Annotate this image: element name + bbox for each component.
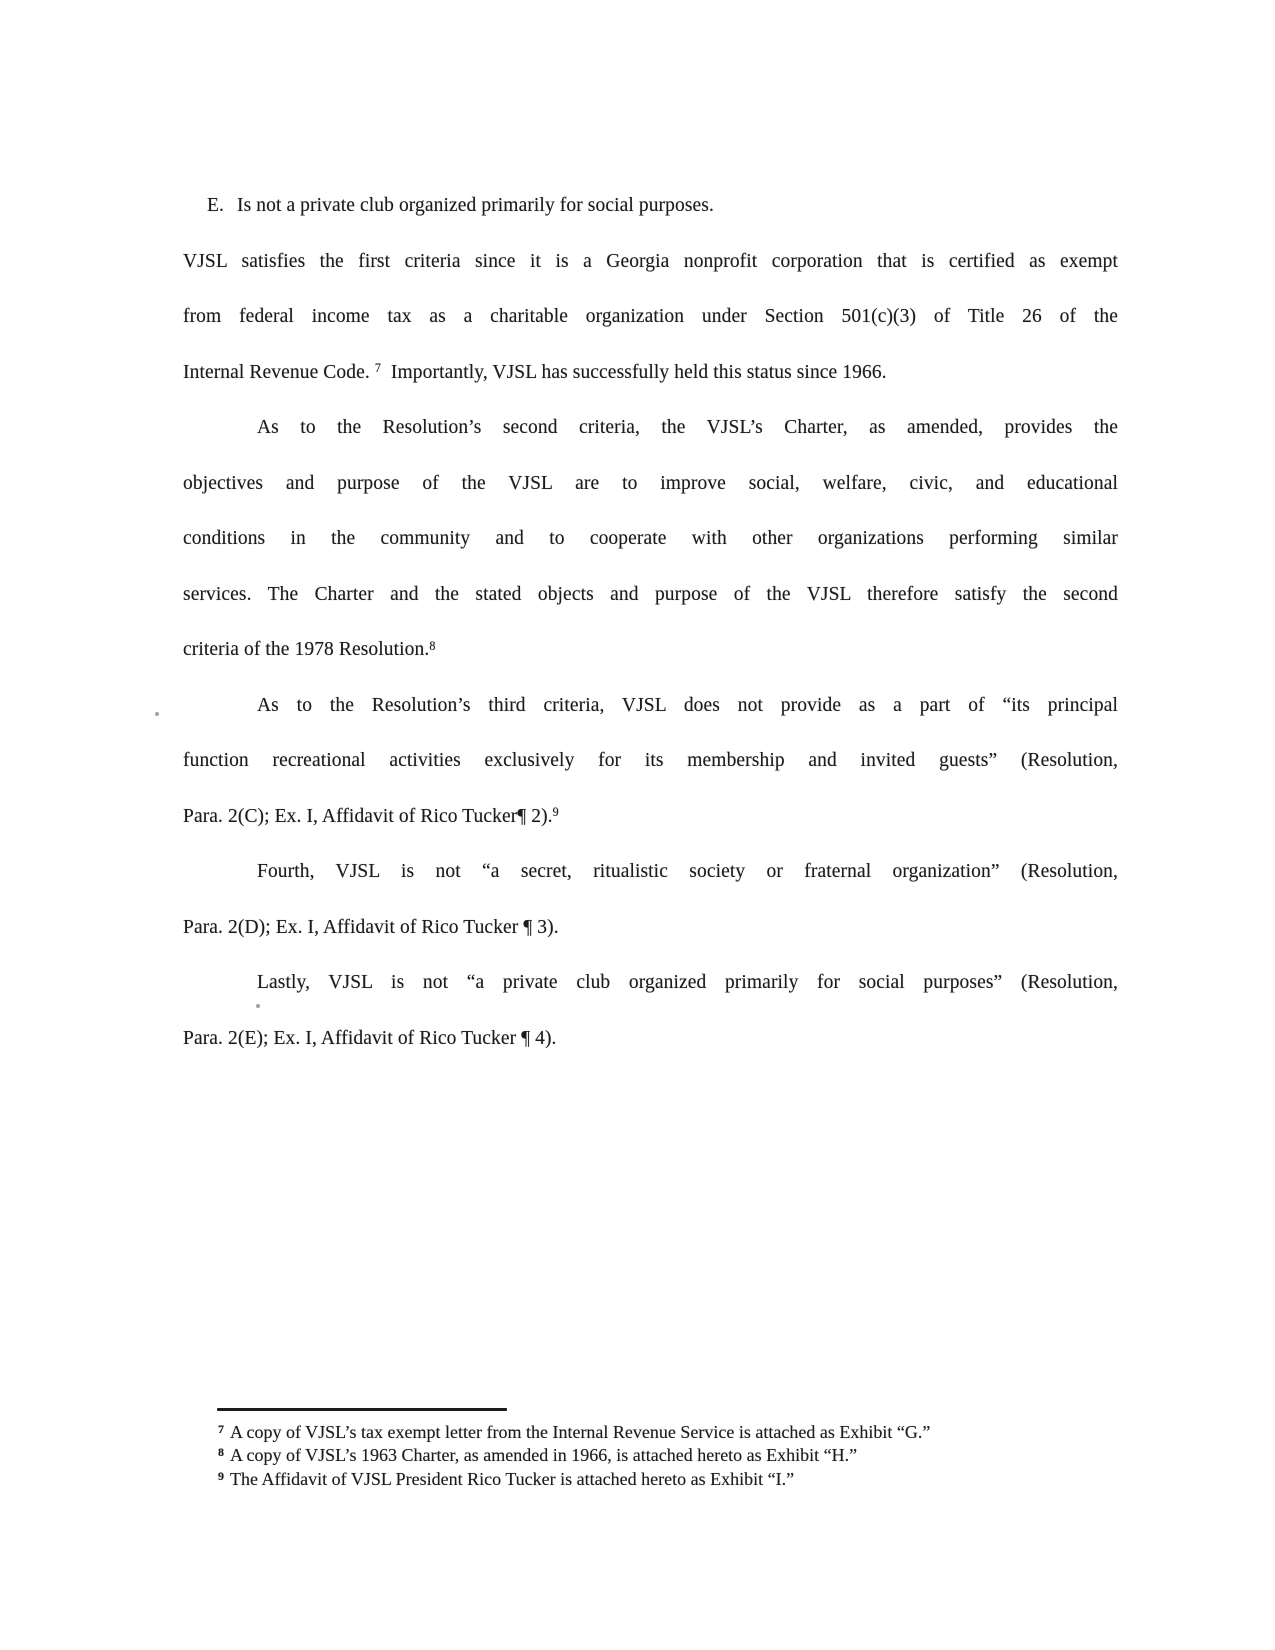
footnote-reference: 7 [374, 361, 381, 376]
footnote [218, 1421, 1158, 1444]
body-line [183, 234, 1118, 290]
paragraphs [183, 234, 1118, 1067]
scan-artifact-dot [256, 1004, 260, 1008]
section-title: Is not a private club organized primarily for social purposes. [237, 195, 714, 216]
text-segment: objectives and purpose of the VJSL are to improve social, welfare, civic, and educational [183, 472, 1118, 494]
body-line [183, 622, 1118, 678]
text-segment: As to the Resolution’s third criteria, VJSL does not provide as a part of “its principal [257, 694, 1118, 716]
text-segment: Lastly, VJSL is not “a private club organized primarily for social purposes” (Resolution, [257, 972, 1118, 993]
body-line [183, 900, 1118, 956]
text-segment: criteria of the 1978 Resolution. [183, 639, 430, 660]
body-line [183, 789, 1118, 845]
footnote-text: The Affidavit of VJSL President Rico Tucker is attached hereto as Exhibit “I.” [230, 1468, 795, 1489]
footnote-marker: 8 [218, 1445, 224, 1460]
body-line [183, 1011, 1118, 1067]
text-segment: Fourth, VJSL is not “a secret, ritualistic society or fraternal organization” (Resolution, [257, 861, 1118, 882]
footnote-text: A copy of VJSL’s tax exempt letter from the Internal Revenue Service is attached as Exhibit “G.” [230, 1422, 931, 1442]
body-line [183, 345, 1118, 401]
body-line [183, 733, 1118, 789]
text-segment: Para. 2(C); Ex. I, Affidavit of Rico Tucker¶ 2). [183, 805, 553, 827]
footnote-marker: 7 [218, 1422, 224, 1436]
scan-artifact-dot [155, 712, 159, 716]
footnote [218, 1444, 1158, 1467]
document-body [183, 178, 1118, 1066]
body-line [183, 678, 1118, 734]
body-line [183, 511, 1118, 567]
text-segment: function recreational activities exclusively for its membership and invited guests” (Resolution, [183, 750, 1118, 771]
body-line [183, 400, 1118, 456]
text-segment: services. The Charter and the stated objects and purpose of the VJSL therefore satisfy the second [183, 583, 1118, 605]
footnote-divider [217, 1408, 507, 1411]
text-segment: Internal Revenue Code. [183, 361, 375, 383]
body-line [183, 955, 1118, 1011]
text-segment: Para. 2(D); Ex. I, Affidavit of Rico Tucker ¶ 3). [183, 916, 559, 938]
footnote-reference: 9 [552, 805, 559, 820]
section-letter: E. [207, 195, 224, 216]
text-segment: conditions in the community and to cooperate with other organizations performing similar [183, 528, 1118, 549]
footnote [218, 1468, 1158, 1491]
footnote-text: A copy of VJSL’s 1963 Charter, as amended in 1966, is attached hereto as Exhibit “H.” [230, 1445, 858, 1466]
text-segment: As to the Resolution’s second criteria, the VJSL’s Charter, as amended, provides the [257, 417, 1118, 438]
section-heading [183, 178, 1118, 234]
text-segment: from federal income tax as a charitable organization under Section 501(c)(3) of Title 26 of the [183, 306, 1118, 327]
footnote-marker: 9 [218, 1468, 224, 1483]
body-line [183, 844, 1118, 900]
footnotes [218, 1421, 1158, 1491]
text-segment: VJSL satisfies the first criteria since it is a Georgia nonprofit corporation that is certified as exempt [183, 250, 1118, 272]
text-segment: Para. 2(E); Ex. I, Affidavit of Rico Tucker ¶ 4). [183, 1027, 557, 1049]
body-line [183, 289, 1118, 345]
text-segment: Importantly, VJSL has successfully held this status since 1966. [380, 361, 887, 383]
footnote-reference: 8 [429, 638, 436, 653]
body-line [183, 456, 1118, 512]
body-line [183, 567, 1118, 623]
